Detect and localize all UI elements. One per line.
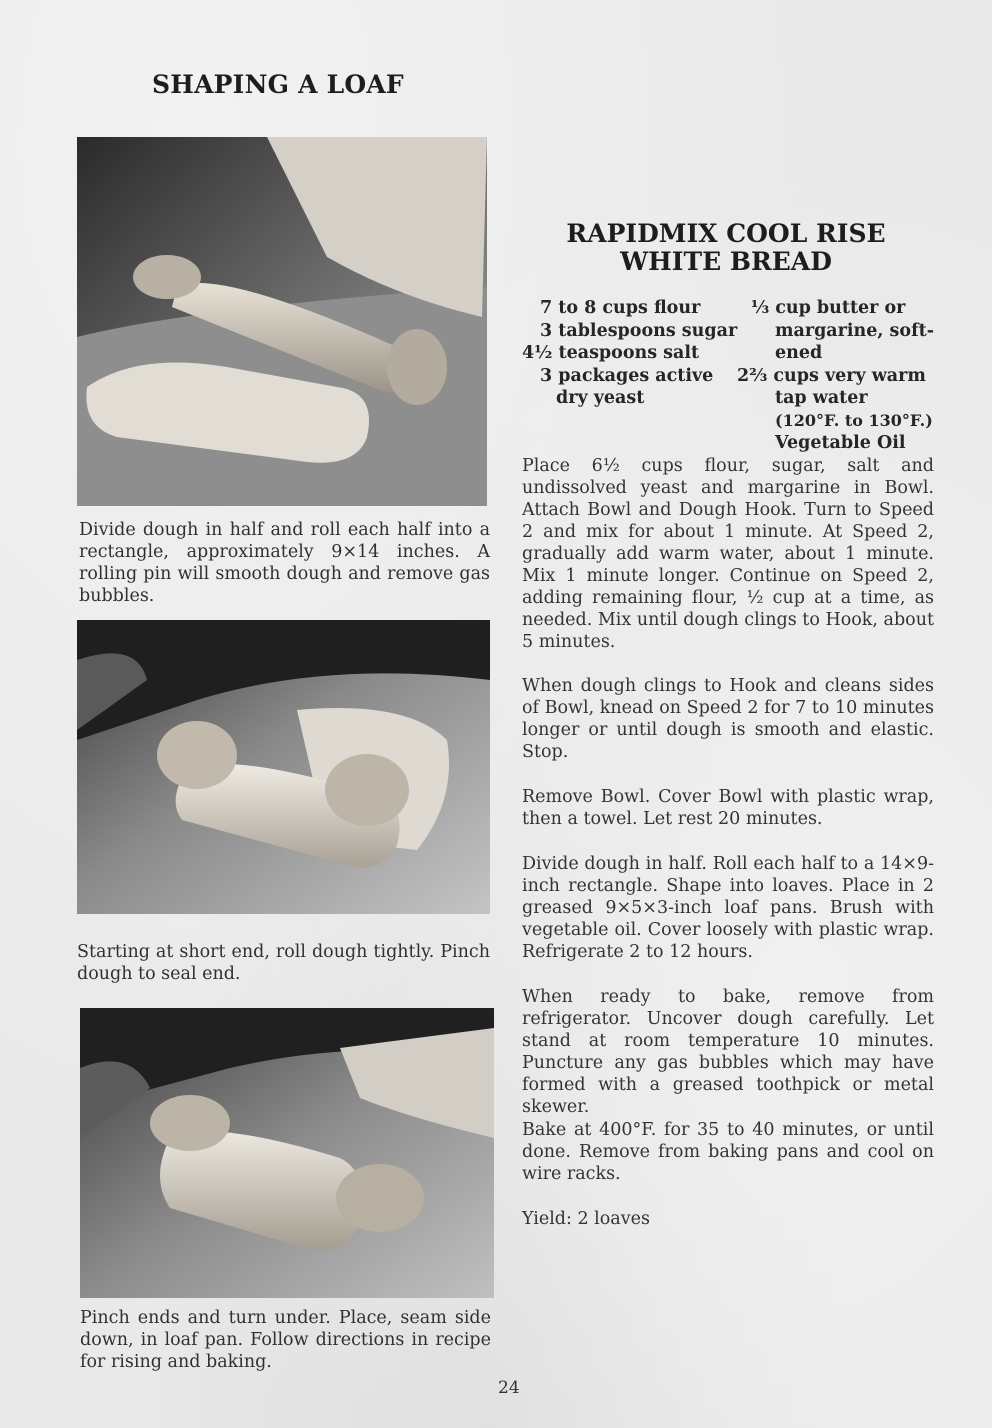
ingredient-list-right <box>737 297 937 455</box>
page-number: 24 <box>498 1378 520 1398</box>
ingredient-item: margarine, soft- <box>775 320 934 341</box>
recipe-step: Place 6½ cups flour, sugar, salt and undissolved yeast and margarine in Bowl. Attach Bowl and Dough Hook. Turn to Speed 2 and mix for about 1 minute. At Speed 2, gradually add warm water, about 1 minute. Mix 1 minute longer. Continue on Speed 2, adding remaining flour, ½ cup at a time, as needed. Mix until dough clings to Hook, about 5 minutes. <box>522 456 934 652</box>
ingredient-item: dry yeast <box>556 388 645 408</box>
recipe-title <box>520 220 932 276</box>
photo-rolling-loaf <box>77 620 490 914</box>
recipe-step: Divide dough in half. Roll each half to a 14×9-inch rectangle. Shape into loaves. Place in 2 greased 9×5×3-inch loaf pans. Brush with vegetable oil. Cover loosely with plastic wrap. Refrigerate 2 to 12 hours. <box>522 854 934 962</box>
recipe-title-line-2: WHITE BREAD <box>620 247 832 276</box>
photo-pinching-ends <box>80 1008 494 1298</box>
ingredient-item: (120°F. to 130°F.) <box>775 410 933 430</box>
recipe-step: Bake at 400°F. for 35 to 40 minutes, or until done. Remove from baking pans and cool on wire racks. <box>522 1120 934 1184</box>
ingredient-item: Vegetable Oil <box>775 433 906 453</box>
photo-caption-3: Pinch ends and turn under. Place, seam side down, in loaf pan. Follow directions in recipe for rising and baking. <box>80 1308 491 1372</box>
section-title: SHAPING A LOAF <box>152 70 404 99</box>
photo-caption-2: Starting at short end, roll dough tightly. Pinch dough to seal end. <box>77 942 490 984</box>
ingredient-item: 3 tablespoons sugar <box>540 320 738 341</box>
ingredient-item: 4½ teaspoons salt <box>522 343 700 363</box>
ingredient-item: tap water <box>775 388 868 408</box>
ingredient-list-left <box>522 297 737 410</box>
recipe-title-line-1: RAPIDMIX COOL RISE <box>566 219 886 248</box>
recipe-step: Remove Bowl. Cover Bowl with plastic wrap, then a towel. Let rest 20 minutes. <box>522 787 934 829</box>
ingredient-item: 7 to 8 cups flour <box>540 298 701 318</box>
recipe-yield: Yield: 2 loaves <box>522 1209 650 1229</box>
photo-caption-1: Divide dough in half and roll each half into a rectangle, approximately 9×14 inches. A rolling pin will smooth dough and remove gas bubbles. <box>79 520 490 606</box>
ingredient-item: 2⅔ cups very warm <box>737 365 926 386</box>
ingredient-item: ened <box>775 343 823 363</box>
recipe-step: When ready to bake, remove from refrigerator. Uncover dough carefully. Let stand at room temperature 10 minutes. Puncture any gas bubbles which may have formed with a greased toothpick or metal skewer. <box>522 987 934 1117</box>
recipe-step: When dough clings to Hook and cleans sides of Bowl, knead on Speed 2 for 7 to 10 minutes longer or until dough is smooth and elastic. Stop. <box>522 676 934 762</box>
photo-rolling-rectangle <box>77 137 487 506</box>
ingredient-item: ⅓ cup butter or <box>751 298 906 318</box>
ingredient-item: 3 packages active <box>540 365 714 386</box>
